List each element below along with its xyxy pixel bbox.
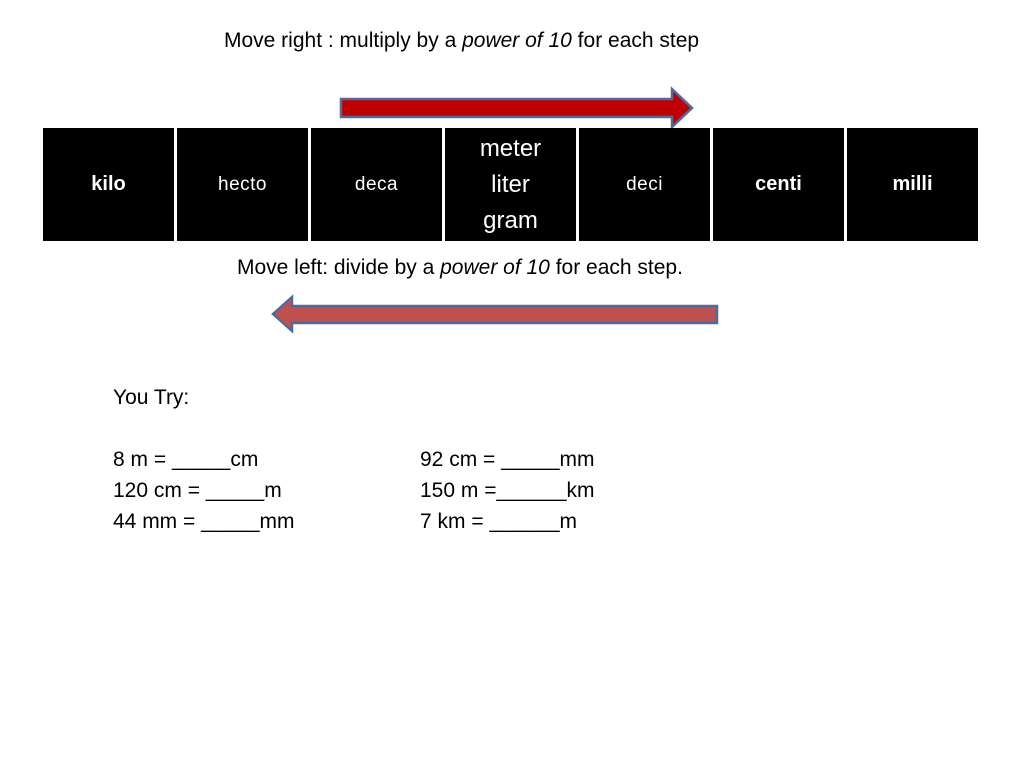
metric-prefix-bar (43, 128, 978, 241)
caption-left-prefix: Move left: divide by a (237, 256, 441, 279)
caption-right-prefix: Move right : multiply by a (224, 29, 463, 52)
caption-right-emphasis: power of 10 (462, 29, 572, 52)
practice-column-1 (113, 444, 295, 537)
practice-problem: 7 km = ______m (420, 510, 578, 533)
unit-label-deci: deci (626, 173, 663, 195)
practice-problem: 120 cm = _____m (113, 479, 282, 502)
unit-cell-base (445, 128, 576, 241)
unit-label-deca: deca (354, 173, 399, 195)
unit-cell-kilo (43, 128, 174, 241)
unit-cell-deci (579, 128, 710, 241)
practice-problem: 150 m =______km (420, 479, 595, 502)
practice-heading: You Try: (113, 386, 190, 409)
arrow-right-shape (341, 89, 692, 127)
unit-label-liter: liter (491, 170, 530, 198)
arrow-right-icon (338, 86, 698, 130)
practice-section (113, 382, 595, 533)
unit-cell-milli (847, 128, 978, 241)
unit-label-kilo: kilo (91, 173, 126, 195)
unit-label-meter: meter (479, 134, 542, 162)
practice-problem: 44 mm = _____mm (113, 510, 295, 533)
unit-label-gram: gram (483, 206, 538, 234)
unit-cell-deca (311, 128, 442, 241)
caption-left-emphasis: power of 10 (440, 256, 550, 279)
unit-label-hecto: hecto (218, 173, 267, 195)
unit-cell-centi (713, 128, 844, 241)
unit-label-centi: centi (755, 173, 802, 195)
practice-column-2 (420, 444, 595, 537)
arrow-left-shape (273, 297, 717, 331)
unit-label-milli: milli (892, 173, 933, 195)
caption-move-right (224, 29, 699, 53)
practice-problem: 92 cm = _____mm (420, 448, 595, 471)
caption-left-suffix: for each step. (549, 256, 683, 279)
unit-cell-hecto (177, 128, 308, 241)
arrow-left-icon (270, 294, 722, 336)
caption-right-suffix: for each step (571, 29, 700, 52)
caption-move-left (237, 256, 683, 280)
practice-problem: 8 m = _____cm (113, 448, 259, 471)
